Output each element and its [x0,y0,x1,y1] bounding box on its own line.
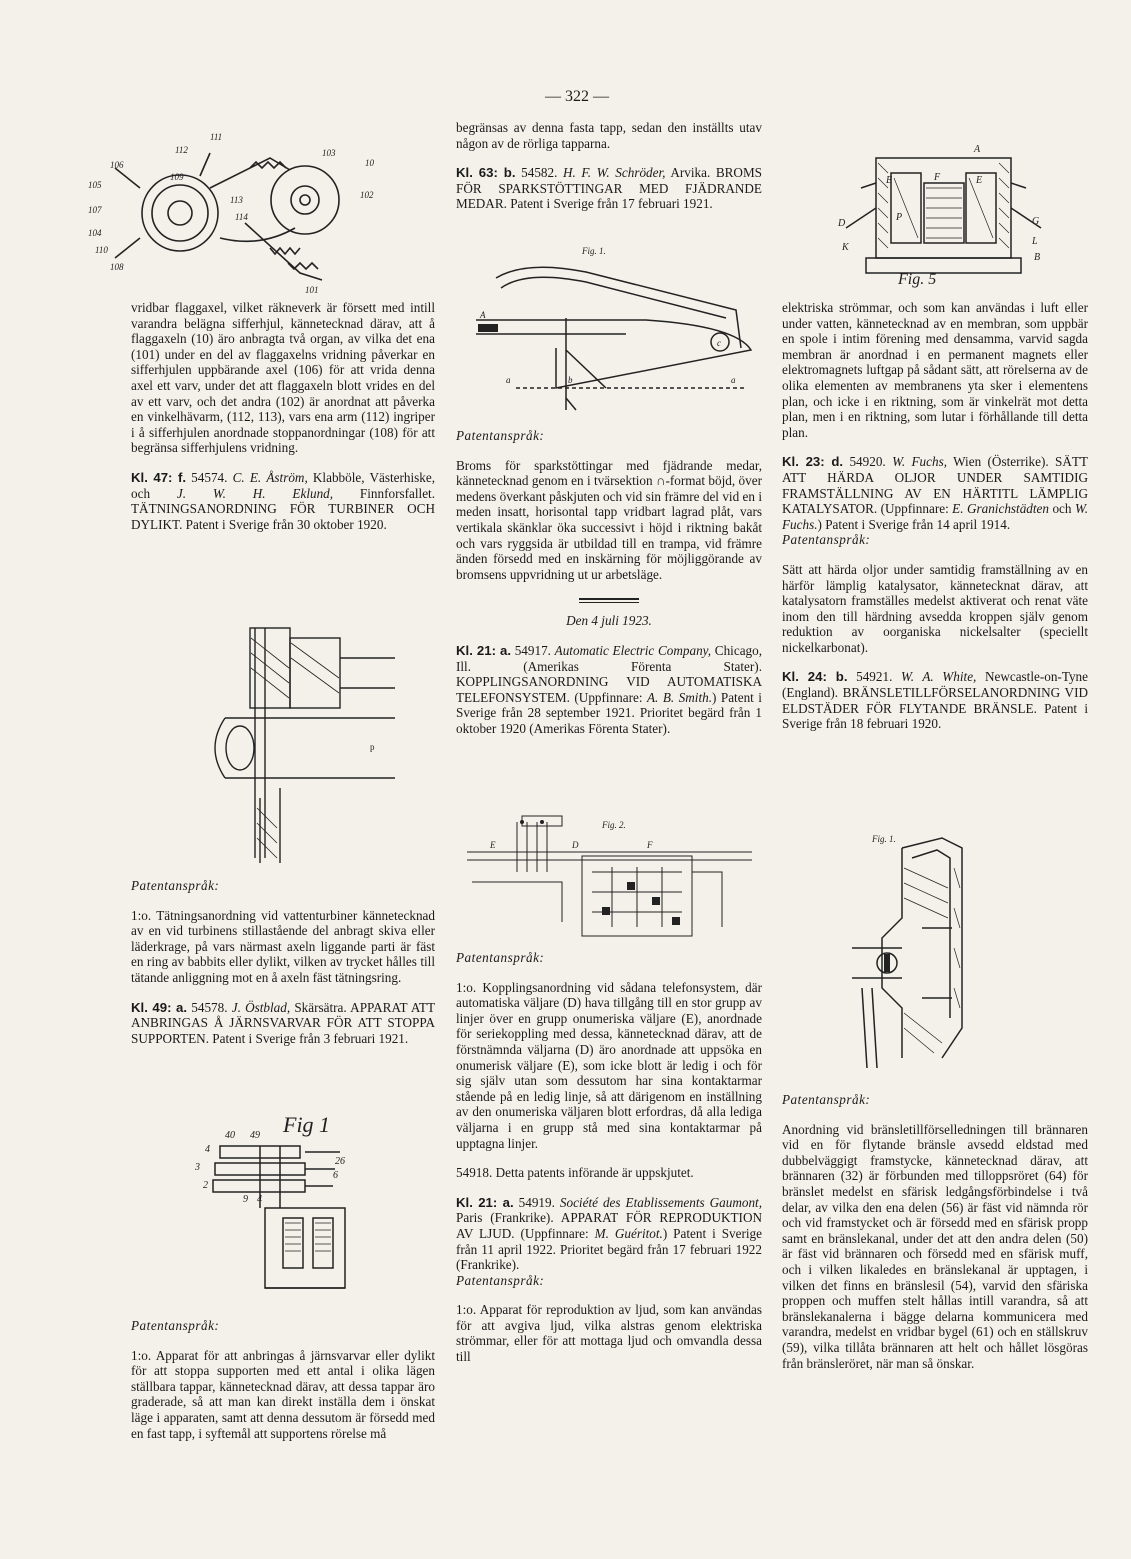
inventor-name: A. B. Smith. [647,689,712,705]
fig-label: 108 [110,262,124,272]
fig-label: b [568,375,573,385]
patent-number: 54920. [849,454,886,470]
fig-label: L [1032,236,1038,247]
class-code: Kl. 23: d. [782,454,844,470]
fig-label: 104 [88,228,102,238]
patent-entry-54582 [456,165,762,212]
fig-label: F [934,172,941,183]
page-number: — 322 — [545,88,609,105]
patent-number: 54919. [518,1194,555,1210]
class-code: Kl. 21: a. [456,1194,514,1210]
class-code: Kl. 21: a. [456,642,512,658]
fig-label: F [647,840,653,850]
paragraph: elektriska strömmar, och som kan användas i luft eller under vatten, kännetecknad av en membran, som uppbär en spole i intim förening med densamma, varvid sagda membran är anordnad i en permanent magnets eller elektromagnets luftgap på sådant sätt, att rörelserna av de olika elementen av membranens yta sker i elementens plan, och icke i en riktning, som är vinkelrät mot detta plan, men i en riktning, som lutar i förhållande till detta plan. [782,300,1088,440]
inventor-name: J. Östblad, [231,999,291,1015]
fig-label: a [506,375,511,385]
entry-text: ) Patent i Sverige från 11 april 1922. Prioritet begärd från 17 februari 1922 (Frankrike). [456,1225,762,1273]
svg-text:p: p [370,742,375,752]
entry-text: Skärsätra. APPARAT ATT ANBRINGAS Å JÄRNSVARVAR FÖR ATT STOPPA SUPPORTEN. Patent i Sverige från 3 februari 1921. [131,999,435,1046]
fig-label: 109 [170,172,184,182]
fig-label: 112 [175,145,188,155]
inventor-name: Société des Etablissements Gaumont, [559,1194,763,1210]
inventor-name: E. Granichstädten [952,501,1050,517]
figure-fuel-burner [842,828,992,1090]
fig-label: E [490,840,496,850]
fig-label: 103 [322,148,336,158]
patent-entry-54917 [456,643,762,737]
class-code: Kl. 47: f. [131,469,187,485]
figure-lathe-stop [165,1108,395,1298]
fig-label: 111 [210,132,223,142]
entry-text: Newcastle-on-Tyne (England). BRÄNSLETILLFÖRSELANORDNING VID ELDSTÄDER FÖR FLYTANDE BRÄNSLE. Patent i Sverige från 18 februari 1920. [782,669,1089,732]
fig-label: 2 [203,1180,208,1191]
paragraph: 54918. Detta patents införande är uppskjutet. [456,1165,694,1181]
fig-label: 9 [243,1194,248,1205]
column-2-upper [456,120,762,212]
fig-title: Fig. 5 [898,271,937,288]
fig-label: a [731,375,736,385]
fig-label: 6 [333,1170,338,1181]
fig-label: 106 [110,160,124,170]
inventor-name: J. W. H. Eklund, [176,485,334,501]
claim-text: 1:o. Apparat för att anbringas å järnsvarvar eller dylikt för att stoppa supporten med ett antal i olika lägen ställbara tappar, kännetecknad därav, att dessa tappar äro graderade, så att man kan direkt inställa dem i önskat läge i apparaten, samt att denna dessutom är försedd med en fast tapp, i syftemål att supportens rörelse må [131,1347,435,1441]
figure-turbine-seal [195,618,415,868]
fig-label: 40 [225,1130,235,1141]
column-2-lower [456,950,762,1365]
fig-label: P [896,212,903,223]
fig-label: 113 [230,195,243,205]
claims-heading: Patentanspråk: [456,1272,545,1288]
claims-heading: Patentanspråk: [782,1092,871,1107]
fig-title: Fig. 1. [872,834,896,844]
section-divider [579,598,639,603]
fig-label: 101 [305,285,319,295]
fig-label: 4 [205,1144,210,1155]
patent-number: 54578. [191,999,228,1015]
fig-title: Fig. 1. [582,246,606,256]
claims-heading: Patentanspråk: [456,428,545,443]
column-1-middle [131,878,435,1046]
fig-label: A [480,310,486,320]
claim-text: 1:o. Tätningsanordning vid vattenturbiner kännetecknad av en vid turbinens stillastående del anbragt skiva eller läderkrage, på vars närmast axeln liggande parti är fäst en ring av babbits eller dylikt, vilken av trycket hålles till tätande anliggning mot en å axeln fäst tätningsring. [131,907,435,985]
patent-entry-54919 [456,1195,762,1273]
fig-label: 102 [360,190,374,200]
entry-text: Finnforsfallet. TÄTNINGSANORDNING FÖR TURBINER OCH DYLIKT. Patent i Sverige från 30 oktober 1920. [131,485,436,532]
inventor-name: C. E. Åström, [232,469,308,485]
claims-heading: Patentanspråk: [131,878,220,893]
inventor-name: W. Fuchs, [892,454,948,470]
paragraph: vridbar flaggaxel, vilket räkneverk är försett med intill varandra belägna sifferhjul, kännetecknad därav, att å flaggaxeln (10) äro anbragta två organ, av vilka det ena (101) under en del av flaggaxelns vridning påverkar en sifferhjulen uppbärande axel (106) för att vrida denna axel ett varv, under det att flaggaxeln blott vrides en del av ett varv, och det andra (102) är anordnat att påverka en vinkelhävarm, (112, 113), vars ena arm (112) ingriper i å sifferhjulen anordnade stoppanordningar (108) för att begränsa sifferhjulens vridning. [131,300,435,456]
paragraph: begränsas av denna fasta tapp, sedan den inställts utav någon av de rörliga tapparna. [456,120,762,151]
fig-label: 105 [88,180,102,190]
figure-loudspeaker-magnet [836,128,1051,290]
patent-number: 54921. [856,669,893,685]
fig-label: D [572,840,579,850]
inventor-name: H. F. W. Schröder, [563,165,666,181]
patent-number: 54574. [191,469,228,485]
patent-number: 54582. [521,165,558,181]
entry-text: ) Patent i Sverige från 14 april 1914. [817,516,1011,532]
fig-title: Fig. 2. [602,820,626,830]
patent-entry-54578 [131,1000,435,1047]
patent-entry-54574 [131,470,435,532]
fig-label: c [717,338,721,348]
claim-text: Sätt att härda oljor under samtidig framställning av en härför lämplig katalysator, kännetecknat därav, att katalysatorn framställes medelst aktiverat och renat väte inom den till härdning avsedda kroppen själv genom reduktion av oorganiska nickelsalter (speciellt nickelkarbonat). [782,561,1088,655]
inventor-name: W. A. White, [900,669,977,685]
fig-label: 49 [250,1130,260,1141]
fig-label: G [1032,216,1040,227]
entry-text: Wien (Österrike). SÄTT ATT HÄRDA OLJOR UNDER SAMTIDIG FRAMSTÄLLNING AV EN HÄRTITL LÄMPLIG KATALYSATOR. (Uppfinnare: [782,454,1088,517]
entry-text: Chicago, Ill. (Amerikas Förenta Stater). KOPPLINGSANORDNING VID AUTOMATISKA TELEFONSYSTEM. (Uppfinnare: [456,642,763,705]
fig-label: E [976,175,983,186]
column-3-upper [782,300,1088,732]
entry-text: ) Patent i Sverige från 28 september 1921. Prioritet begärd från 1 oktober 1920 (Amerikas Förenta Stater). [456,689,762,736]
class-code: Kl. 49: a. [131,999,188,1015]
claim-text: 1:o. Apparat för reproduktion av ljud, som kan användas för att avgiva ljud, vilka alstras genom elektriska strömmar, eller för att mottaga ljud och omvandla dessa till [456,1302,762,1365]
entry-text: Klabböle, Västerhiske, och [131,469,436,501]
fig-label: E [886,175,893,186]
figure-kick-sled-brake [466,238,766,423]
fig-label: 3 [195,1162,200,1173]
column-2-middle [456,428,762,737]
patent-number: 54917. [514,642,551,658]
fig-label: 26 [335,1156,345,1167]
fig-label: B [1034,252,1041,263]
claim-text: 1:o. Kopplingsanordning vid sådana telefonsystem, där automatiska väljare (D) hava tillgång till en stor grupp av linjer över en grupp onumeriska väljare (E), anordnade för seriekoppling med dessa, kännetecknad därav, att de förstnämnda väljarna (D) äro anordnade att uppsöka en onumerisk väljare (E), som icke blott är ledig i och för sig själv utan som dessutom har sina kontaktarmar stående på en ledig linje, så att därigenom en inställning av den onumeriska väljaren blott erfordras, då alla lediga väljarna i en grupp stå med sina kontaktarmar på upptagna linjer. [456,979,762,1151]
claims-heading: Patentanspråk: [131,1318,220,1333]
entry-text: Arvika. BROMS FÖR SPARKSTÖTTINGAR MED FJÄDRANDE MEDAR. Patent i Sverige från 17 februari 1921. [456,165,763,212]
patent-entry-54921 [782,669,1088,731]
fig-label: A [974,144,981,155]
fig-label: 10 [365,158,374,168]
inventor-name: M. Guéritot. [594,1225,663,1241]
inventor-name: W. Fuchs. [782,501,1089,532]
class-code: Kl. 24: b. [782,669,848,685]
fig-label: D [838,218,846,229]
figure-counter-mechanism [60,128,390,298]
patent-entry-54920 [782,454,1088,532]
entry-text: Paris (Frankrike). APPARAT FÖR REPRODUKTION AV LJUD. (Uppfinnare: [456,1210,762,1241]
column-3-lower [782,1092,1088,1371]
figure-telephone-circuit [462,812,762,942]
column-1-upper [131,300,435,532]
claim-text: Broms för sparkstöttingar med fjädrande medar, kännetecknad genom en i tvärsektion ∩-format böjd, över medens överkant påskjuten och vid sin främre del vid en i meden insatt, horisontal tapp vridbart lagrad plåt, vars vertikala skänklar öka successivt i höjd i riktning bakåt och vars ryggsida är utbildad till en trampa, vid främre änden försedd med en inskärning för möjliggörande av bromsens uppvridning ut ur arbetsläge. [456,457,762,582]
entry-text: och [1052,501,1072,517]
fig-label: 114 [235,212,248,222]
fig-label: 110 [95,245,108,255]
claim-text: Anordning vid bränsletillförselledningen till brännaren vid en för flytande bränsle avsedd eldstad med dubbelväggigt framstycke, kännetecknad därav, att brännaren (32) är förbunden med tilloppsröret (64) för bränslet medelst en sfärisk ledgångsförbindelse i två delar, av vilka den ena delen (56) är fäst vid nämnda rör och vid framstycket och är försedd med en sfärisk propp samt en bränslekanal, under det att den andra delen (50) är fäst vid brännaren och försedd med en sfärisk muff, och i vilken likaledes en bränslekanal är upptagen, i vilken det finns en bränslesil (54), varvid den sfäriska proppen och muffen stelt hållas intill varandra, så att bränslekanalerna i bägge delarna kommunicera med varandra, medelst en vridbar bygel (61) och en ställskruv (59), vilka tillåta brännaren att helt och hållet lösgöras från bränsleröret, när man så önskar. [782,1121,1088,1371]
fig-title: Fig 1 [283,1112,331,1137]
column-1-lower [131,1318,435,1441]
class-code: Kl. 63: b. [456,165,516,181]
claims-heading: Patentanspråk: [456,950,545,965]
issue-date: Den 4 juli 1923. [566,613,652,629]
fig-label: 4 [257,1194,262,1205]
fig-label: 107 [88,205,102,215]
inventor-name: Automatic Electric Company, [554,642,712,658]
claims-heading: Patentanspråk: [782,532,871,548]
fig-label: K [842,242,849,253]
